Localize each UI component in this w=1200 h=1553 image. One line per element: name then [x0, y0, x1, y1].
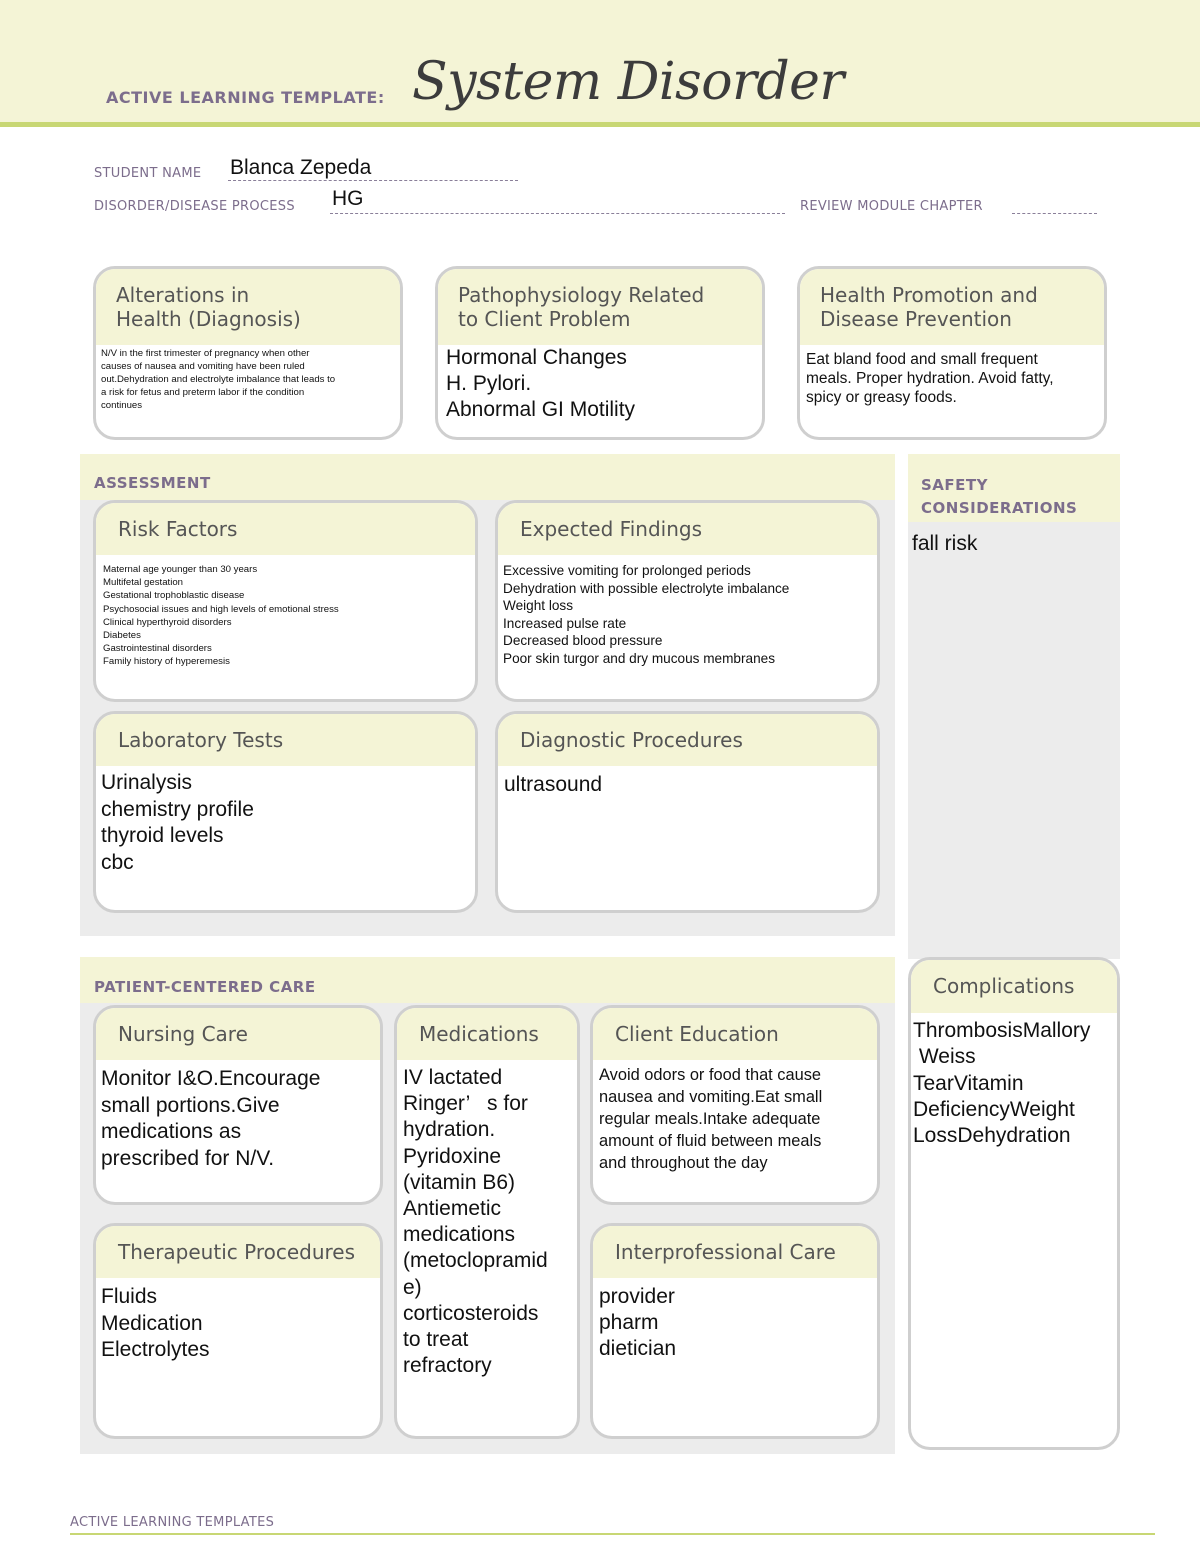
pathophysiology-box — [435, 266, 765, 440]
alterations-box — [93, 266, 403, 440]
health-promotion-box — [797, 266, 1107, 440]
alterations-text-line: N/V in the first trimester of pregnancy when other — [101, 348, 310, 359]
medication-line: e) — [403, 1275, 422, 1299]
risk-factors-header: Risk Factors — [96, 503, 475, 555]
medications-header: Medications — [397, 1008, 577, 1060]
alterations-header — [96, 269, 400, 345]
student-name-label: STUDENT NAME — [94, 166, 202, 181]
alterations-text-line: out.Dehydration and electrolyte imbalance that leads to — [101, 374, 336, 385]
diagnostic-procedures-body[interactable] — [498, 766, 877, 798]
expected-finding-item: Increased pulse rate — [503, 615, 627, 631]
medication-line: Pyridoxine — [403, 1144, 502, 1168]
expected-finding-item: Dehydration with possible electrolyte imbalance — [503, 580, 790, 596]
interprofessional-care-item: dietician — [599, 1337, 677, 1360]
safety-body[interactable]: fall risk — [912, 532, 978, 555]
laboratory-test-item: Urinalysis — [101, 771, 193, 794]
risk-factors-body[interactable] — [96, 555, 475, 669]
risk-factors-box — [93, 500, 478, 702]
medication-line: IV lactated — [403, 1066, 503, 1089]
medication-line: to treat — [403, 1328, 469, 1352]
complications-body[interactable] — [911, 1013, 1117, 1149]
nursing-care-header: Nursing Care — [96, 1008, 380, 1060]
risk-factor-item: Psychosocial issues and high levels of emotional stress — [103, 603, 339, 615]
pathophysiology-text-line: Abnormal GI Motility — [446, 398, 636, 421]
nursing-care-body[interactable] — [96, 1060, 380, 1172]
diagnostic-procedures-header: Diagnostic Procedures — [498, 714, 877, 766]
risk-factor-item: Multifetal gestation — [103, 577, 183, 589]
alterations-title-line-1: Alterations in — [116, 283, 250, 307]
client-education-line: nausea and vomiting.Eat small — [599, 1088, 823, 1106]
therapeutic-procedures-box — [93, 1223, 383, 1439]
complication-line: TearVitamin — [913, 1071, 1024, 1095]
medication-line: refractory — [403, 1354, 492, 1378]
disorder-value[interactable]: HG — [332, 187, 364, 210]
risk-factor-item: Gestational trophoblastic disease — [103, 590, 245, 602]
medications-box — [394, 1005, 580, 1439]
interprofessional-care-box — [590, 1223, 880, 1439]
nursing-care-box — [93, 1005, 383, 1205]
patient-centered-care-section-label: PATIENT-CENTERED CARE — [94, 978, 316, 996]
medication-line: hydration. — [403, 1118, 496, 1142]
nursing-care-line: medications as — [101, 1120, 242, 1143]
complications-box — [908, 957, 1120, 1450]
template-title: System Disorder — [412, 52, 844, 112]
medication-line: Ringer’ s for — [403, 1092, 528, 1116]
health-promotion-header — [800, 269, 1104, 345]
complications-header: Complications — [911, 960, 1117, 1013]
medications-body[interactable] — [397, 1060, 577, 1379]
diagnostic-procedure-item: ultrasound — [504, 773, 603, 796]
alterations-text-line: a risk for fetus and preterm labor if the condition — [101, 387, 305, 398]
pathophysiology-header — [438, 269, 762, 345]
safety-label-line-2: CONSIDERATIONS — [921, 499, 1078, 517]
footer-divider — [70, 1533, 1155, 1535]
template-label: ACTIVE LEARNING TEMPLATE: — [106, 88, 385, 107]
risk-factor-item: Clinical hyperthyroid disorders — [103, 616, 232, 628]
laboratory-tests-box — [93, 711, 478, 913]
laboratory-tests-header: Laboratory Tests — [96, 714, 475, 766]
disorder-label: DISORDER/DISEASE PROCESS — [94, 199, 295, 214]
nursing-care-line: prescribed for N/V. — [101, 1146, 275, 1170]
expected-findings-body[interactable] — [498, 555, 877, 668]
expected-finding-item: Excessive vomiting for prolonged periods — [503, 563, 751, 578]
complication-line: DeficiencyWeight — [913, 1097, 1075, 1121]
alterations-title-line-2: Health (Diagnosis) — [116, 307, 301, 331]
interprofessional-care-header: Interprofessional Care — [593, 1226, 877, 1278]
client-education-line: regular meals.Intake adequate — [599, 1110, 821, 1128]
client-education-line: and throughout the day — [599, 1154, 768, 1172]
expected-findings-box — [495, 500, 880, 702]
interprofessional-care-item: pharm — [599, 1311, 659, 1334]
client-education-body[interactable] — [593, 1060, 877, 1174]
health-promotion-title-line-1: Health Promotion and — [820, 283, 1038, 307]
pathophysiology-text-line: H. Pylori. — [446, 372, 532, 395]
alterations-text-line: causes of nausea and vomiting have been ruled — [101, 361, 305, 372]
assessment-section-label: ASSESSMENT — [94, 474, 211, 492]
laboratory-tests-body[interactable] — [96, 766, 475, 876]
health-promotion-body[interactable] — [800, 345, 1104, 407]
safety-panel — [908, 454, 1120, 959]
disorder-underline — [330, 213, 785, 214]
health-promotion-title-line-2: Disease Prevention — [820, 307, 1012, 331]
footer-label: ACTIVE LEARNING TEMPLATES — [70, 1515, 275, 1530]
safety-label-line-1: SAFETY — [921, 476, 988, 494]
expected-finding-item: Poor skin turgor and dry mucous membranes — [503, 650, 775, 666]
client-education-box — [590, 1005, 880, 1205]
laboratory-test-item: cbc — [101, 850, 134, 874]
expected-finding-item: Weight loss — [503, 598, 574, 614]
nursing-care-line: Monitor I&O.Encourage — [101, 1067, 321, 1090]
medication-line: medications — [403, 1223, 516, 1247]
student-name-value[interactable]: Blanca Zepeda — [230, 156, 372, 179]
interprofessional-care-item: provider — [599, 1285, 675, 1308]
diagnostic-procedures-box — [495, 711, 880, 913]
risk-factor-item: Diabetes — [103, 630, 141, 642]
alterations-text-line: continues — [101, 400, 143, 411]
client-education-header: Client Education — [593, 1008, 877, 1060]
medication-line: Antiemetic — [403, 1197, 502, 1221]
pathophysiology-text-line: Hormonal Changes — [446, 346, 627, 369]
complication-line: Weiss — [913, 1045, 976, 1069]
laboratory-test-item: chemistry profile — [101, 797, 254, 821]
complication-line: LossDehydration — [913, 1124, 1071, 1148]
pathophysiology-body[interactable] — [438, 345, 762, 423]
complication-line: ThrombosisMallory — [913, 1019, 1091, 1042]
medication-line: (metoclopramid — [403, 1249, 548, 1273]
medication-line: (vitamin B6) — [403, 1170, 516, 1194]
nursing-care-line: small portions.Give — [101, 1093, 280, 1117]
risk-factor-item: Family history of hyperemesis — [103, 656, 230, 668]
safety-label — [921, 474, 1077, 520]
header-divider — [0, 122, 1200, 127]
health-promotion-text-line: Eat bland food and small frequent — [806, 351, 1038, 368]
alterations-body[interactable] — [96, 345, 400, 412]
interprofessional-care-body[interactable] — [593, 1278, 877, 1362]
expected-finding-item: Decreased blood pressure — [503, 633, 663, 649]
review-module-label: REVIEW MODULE CHAPTER — [800, 199, 983, 214]
risk-factor-item: Gastrointestinal disorders — [103, 643, 212, 655]
medication-line: corticosteroids — [403, 1301, 539, 1325]
student-name-underline — [228, 180, 518, 181]
client-education-line: Avoid odors or food that cause — [599, 1066, 822, 1084]
review-module-underline[interactable] — [1012, 213, 1097, 214]
risk-factor-item: Maternal age younger than 30 years — [103, 564, 258, 575]
therapeutic-procedure-item: Electrolytes — [101, 1338, 210, 1361]
therapeutic-procedure-item: Medication — [101, 1311, 203, 1335]
therapeutic-procedures-body[interactable] — [96, 1278, 380, 1364]
pathophysiology-title-line-1: Pathophysiology Related — [458, 283, 705, 307]
laboratory-test-item: thyroid levels — [101, 824, 224, 847]
client-education-line: amount of fluid between meals — [599, 1132, 822, 1150]
pathophysiology-title-line-2: to Client Problem — [458, 307, 631, 331]
health-promotion-text-line: meals. Proper hydration. Avoid fatty, — [806, 370, 1054, 387]
expected-findings-header: Expected Findings — [498, 503, 877, 555]
therapeutic-procedure-item: Fluids — [101, 1285, 158, 1308]
health-promotion-text-line: spicy or greasy foods. — [806, 389, 957, 406]
therapeutic-procedures-header: Therapeutic Procedures — [96, 1226, 380, 1278]
